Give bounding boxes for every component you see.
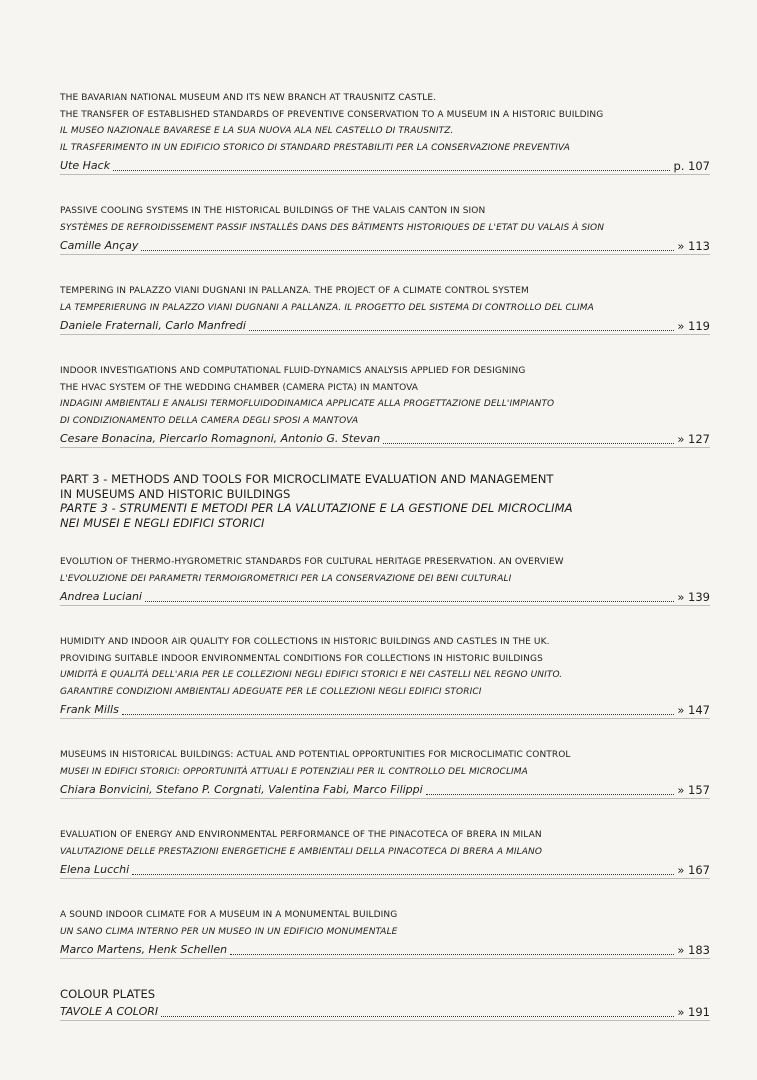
toc-entry: [60, 363, 710, 448]
entry-authors: Chiara Bonvicini, Stefano P. Corgnati, Valentina Fabi, Marco Filippi: [60, 783, 423, 797]
part-heading-line: PART 3 - METHODS AND TOOLS FOR MICROCLIMATE EVALUATION AND MANAGEMENT: [60, 472, 554, 486]
page-number: » 127: [677, 432, 710, 446]
entry-title-italian: MUSEI IN EDIFICI STORICI: OPPORTUNITÀ ATTUALI E POTENZIALI PER IL CONTROLLO DEL MICROCLIMA: [60, 766, 528, 777]
entry-title: EVALUATION OF ENERGY AND ENVIRONMENTAL PERFORMANCE OF THE PINACOTECA OF BRERA IN MILAN: [60, 830, 542, 841]
entry-title-italian: IL TRASFERIMENTO IN UN EDIFICIO STORICO DI STANDARD PRESTABILITI PER LA CONSERVAZIONE PREVENTIVA: [60, 142, 570, 153]
dot-leader: [141, 249, 674, 251]
entry-rule: [60, 254, 710, 255]
page-number: » 157: [677, 783, 710, 798]
toc-entry: [60, 747, 710, 799]
entry-authors: Ute Hack: [60, 159, 111, 172]
toc-entry: [60, 634, 710, 719]
entry-title: THE HVAC SYSTEM OF THE WEDDING CHAMBER (CAMERA PICTA) IN MANTOVA: [60, 382, 419, 393]
entry-title: PROVIDING SUITABLE INDOOR ENVIRONMENTAL CONDITIONS FOR COLLECTIONS IN HISTORIC BUILDINGS: [60, 653, 543, 664]
part-3-heading: [60, 472, 710, 530]
toc-entry-footer: [60, 941, 710, 959]
dot-leader: [249, 329, 674, 331]
page-number: » 167: [677, 863, 710, 878]
part-heading-line-italian: PARTE 3 - STRUMENTI E METODI PER LA VALUTAZIONE E LA GESTIONE DEL MICROCLIMA: [60, 501, 573, 516]
page-number: » 147: [677, 703, 710, 718]
entry-title: THE BAVARIAN NATIONAL MUSEUM AND ITS NEW BRANCH AT TRAUSNITZ CASTLE.: [60, 93, 437, 103]
page-number: » 183: [677, 943, 710, 958]
dot-leader: [113, 169, 670, 171]
toc-entry-footer: [60, 701, 710, 719]
entry-title-italian: VALUTAZIONE DELLE PRESTAZIONI ENERGETICHE E AMBIENTALI DELLA PINACOTECA DI BRERA A MILANO: [60, 846, 543, 857]
entry-authors: Andrea Luciani: [60, 590, 142, 604]
toc-entry: [60, 907, 710, 959]
dot-leader: [132, 873, 674, 875]
toc-entry: [60, 283, 710, 335]
toc-entry: [60, 554, 710, 606]
page-number: p. 107: [673, 159, 710, 173]
entry-title: HUMIDITY AND INDOOR AIR QUALITY FOR COLLECTIONS IN HISTORIC BUILDINGS AND CASTLES IN THE UK.: [60, 637, 550, 648]
entry-title-italian: SYSTÈMES DE REFROIDISSEMENT PASSIF INSTALLÉS DANS DES BÂTIMENTS HISTORIQUES DE L'ETAT DU VALAIS À SION: [60, 222, 605, 233]
dot-leader: [122, 713, 675, 715]
entry-title: THE TRANSFER OF ESTABLISHED STANDARDS OF PREVENTIVE CONSERVATION TO A MUSEUM IN A HISTORIC BUILDING: [60, 109, 604, 120]
entry-authors: Frank Mills: [60, 703, 119, 717]
entry-title-italian: LA TEMPERIERUNG IN PALAZZO VIANI DUGNANI A PALLANZA. IL PROGETTO DEL SISTEMA DI CONTROLLO DEL CLIMA: [60, 302, 594, 313]
entry-authors: Daniele Fraternali, Carlo Manfredi: [60, 319, 246, 332]
entry-title: EVOLUTION OF THERMO-HYGROMETRIC STANDARDS FOR CULTURAL HERITAGE PRESERVATION. AN OVERVIEW: [60, 557, 564, 568]
toc-entry-footer: [60, 588, 710, 606]
entry-authors: Cesare Bonacina, Piercarlo Romagnoni, Antonio G. Stevan: [60, 432, 381, 445]
entry-title: MUSEUMS IN HISTORICAL BUILDINGS: ACTUAL AND POTENTIAL OPPORTUNITIES FOR MICROCLIMATIC CONTROL: [60, 750, 571, 761]
entry-title: A SOUND INDOOR CLIMATE FOR A MUSEUM IN A MONUMENTAL BUILDING: [60, 910, 398, 921]
part-heading-line-italian: NEI MUSEI E NEGLI EDIFICI STORICI: [60, 515, 265, 530]
page-number: » 113: [677, 239, 710, 253]
page-number: » 139: [677, 590, 710, 605]
toc-section-part2: [60, 90, 710, 448]
colour-plates-subtitle: TAVOLE A COLORI: [60, 1004, 159, 1018]
entry-title-italian: INDAGINI AMBIENTALI E ANALISI TERMOFLUIDODINAMICA APPLICATE ALLA PROGETTAZIONE DELL'IMPIANTO: [60, 399, 555, 409]
toc-entry-footer: [60, 237, 710, 255]
dot-leader: [230, 953, 674, 955]
entry-title-italian: UN SANO CLIMA INTERNO PER UN MUSEO IN UN EDIFICIO MONUMENTALE: [60, 926, 398, 937]
dot-leader: [161, 1015, 674, 1017]
entry-rule: [60, 174, 710, 175]
toc-entry-footer: [60, 861, 710, 879]
entry-title-italian: L'EVOLUZIONE DEI PARAMETRI TERMOIGROMETRICI PER LA CONSERVAZIONE DEI BENI CULTURALI: [60, 573, 512, 584]
entry-title: INDOOR INVESTIGATIONS AND COMPUTATIONAL FLUID-DYNAMICS ANALYSIS APPLIED FOR DESIGNING: [60, 366, 526, 376]
entry-title-italian: GARANTIRE CONDIZIONI AMBIENTALI ADEGUATE PER LE COLLEZIONI NEGLI EDIFICI STORICI: [60, 686, 482, 697]
entry-rule: [60, 718, 710, 719]
colour-plates-entry: [60, 987, 710, 1021]
entry-title: PASSIVE COOLING SYSTEMS IN THE HISTORICAL BUILDINGS OF THE VALAIS CANTON IN SION: [60, 206, 486, 216]
entry-authors: Elena Lucchi: [60, 863, 130, 877]
entry-title-italian: DI CONDIZIONAMENTO DELLA CAMERA DEGLI SPOSI A MANTOVA: [60, 415, 359, 426]
dot-leader: [145, 600, 674, 602]
dot-leader: [426, 793, 675, 795]
entry-title: TEMPERING IN PALAZZO VIANI DUGNANI IN PALLANZA. THE PROJECT OF A CLIMATE CONTROL SYSTEM: [60, 286, 529, 296]
toc-entry-footer: [60, 781, 710, 799]
toc-section-part3: [60, 554, 710, 959]
part-heading-line: IN MUSEUMS AND HISTORIC BUILDINGS: [60, 486, 291, 501]
dot-leader: [383, 442, 674, 444]
toc-entry: [60, 827, 710, 879]
entry-rule: [60, 605, 710, 606]
toc-entry-footer: [60, 430, 710, 448]
table-of-contents: [60, 90, 710, 1021]
page-number: » 119: [677, 319, 710, 333]
toc-entry: [60, 203, 710, 255]
colour-plates-title: COLOUR PLATES: [60, 987, 156, 1002]
entry-title-italian: UMIDITÀ E QUALITÀ DELL'ARIA PER LE COLLEZIONI NEGLI EDIFICI STORICI E NEI CASTELLI NEL REGNO UNITO.: [60, 670, 563, 681]
toc-entry-footer: [60, 1003, 710, 1021]
entry-title-italian: IL MUSEO NAZIONALE BAVARESE E LA SUA NUOVA ALA NEL CASTELLO DI TRAUSNITZ.: [60, 126, 454, 136]
toc-entry-footer: [60, 157, 710, 175]
page-number: » 191: [677, 1004, 710, 1019]
entry-rule: [60, 878, 710, 879]
toc-entry: [60, 90, 710, 175]
entry-authors: Marco Martens, Henk Schellen: [60, 943, 228, 957]
toc-entry-footer: [60, 317, 710, 335]
entry-authors: Camille Ançay: [60, 239, 139, 252]
